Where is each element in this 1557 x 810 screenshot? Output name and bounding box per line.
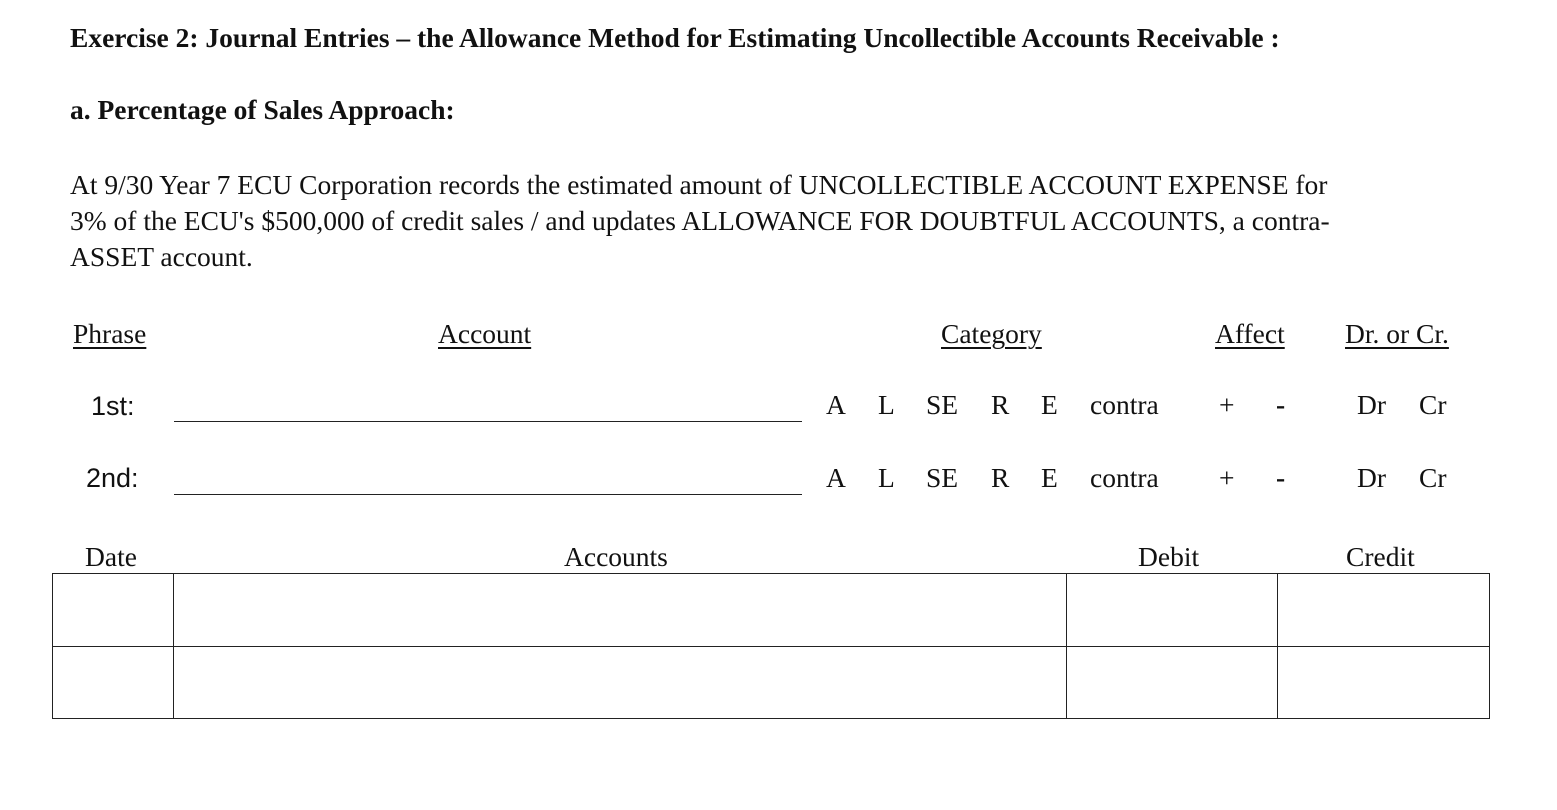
category-option-se[interactable]: SE — [926, 462, 959, 493]
category-option-a[interactable]: A — [826, 389, 846, 420]
drcr-option-cr[interactable]: Cr — [1419, 462, 1447, 493]
journal-date-cell[interactable] — [53, 574, 174, 647]
journal-credit-cell[interactable] — [1278, 646, 1490, 719]
drcr-option-cr[interactable]: Cr — [1419, 389, 1447, 420]
journal-row — [53, 646, 1490, 719]
drcr-option-dr[interactable]: Dr — [1357, 462, 1387, 493]
category-option-r[interactable]: R — [991, 462, 1010, 493]
affect-option-plus[interactable]: + — [1219, 462, 1235, 493]
category-option-contra[interactable]: contra — [1090, 462, 1159, 493]
account-blank-1st[interactable] — [174, 421, 802, 422]
journal-accounts-cell[interactable] — [174, 574, 1067, 647]
header-account: Account — [438, 318, 532, 349]
journal-debit-cell[interactable] — [1067, 574, 1278, 647]
category-option-r[interactable]: R — [991, 389, 1010, 420]
description-line: At 9/30 Year 7 ECU Corporation records the estimated amount of UNCOLLECTIBLE ACCOUNT EXPENSE for — [70, 169, 1328, 200]
journal-header-debit: Debit — [1138, 541, 1200, 572]
header-affect: Affect — [1215, 318, 1285, 349]
exercise-description — [70, 167, 1490, 275]
category-option-se[interactable]: SE — [926, 389, 959, 420]
journal-header-accounts: Accounts — [564, 541, 668, 572]
description-line: 3% of the ECU's $500,000 of credit sales / and updates ALLOWANCE FOR DOUBTFUL ACCOUNTS, a contra- — [70, 205, 1330, 236]
category-option-l[interactable]: L — [878, 389, 895, 420]
journal-header-date: Date — [85, 541, 137, 572]
description-line: ASSET account. — [70, 241, 253, 272]
header-dr-or-cr: Dr. or Cr. — [1345, 318, 1449, 349]
journal-header-credit: Credit — [1346, 541, 1415, 572]
account-blank-2nd[interactable] — [174, 494, 802, 495]
category-option-e[interactable]: E — [1041, 462, 1058, 493]
category-option-l[interactable]: L — [878, 462, 895, 493]
exercise-title: Exercise 2: Journal Entries – the Allowance Method for Estimating Uncollectible Accounts Receivable : — [70, 22, 1280, 53]
affect-option-minus[interactable]: - — [1276, 462, 1286, 493]
affect-option-plus[interactable]: + — [1219, 389, 1235, 420]
category-option-contra[interactable]: contra — [1090, 389, 1159, 420]
row-label-1st: 1st: — [91, 391, 135, 421]
journal-row — [53, 574, 1490, 647]
journal-accounts-cell[interactable] — [174, 646, 1067, 719]
journal-debit-cell[interactable] — [1067, 646, 1278, 719]
journal-table — [52, 573, 1490, 719]
journal-credit-cell[interactable] — [1278, 574, 1490, 647]
journal-date-cell[interactable] — [53, 646, 174, 719]
category-option-a[interactable]: A — [826, 462, 846, 493]
header-phrase: Phrase — [73, 318, 147, 349]
category-option-e[interactable]: E — [1041, 389, 1058, 420]
drcr-option-dr[interactable]: Dr — [1357, 389, 1387, 420]
section-title: a. Percentage of Sales Approach: — [70, 94, 455, 125]
affect-option-minus[interactable]: - — [1276, 389, 1286, 420]
header-category: Category — [941, 318, 1042, 349]
row-label-2nd: 2nd: — [86, 463, 139, 493]
